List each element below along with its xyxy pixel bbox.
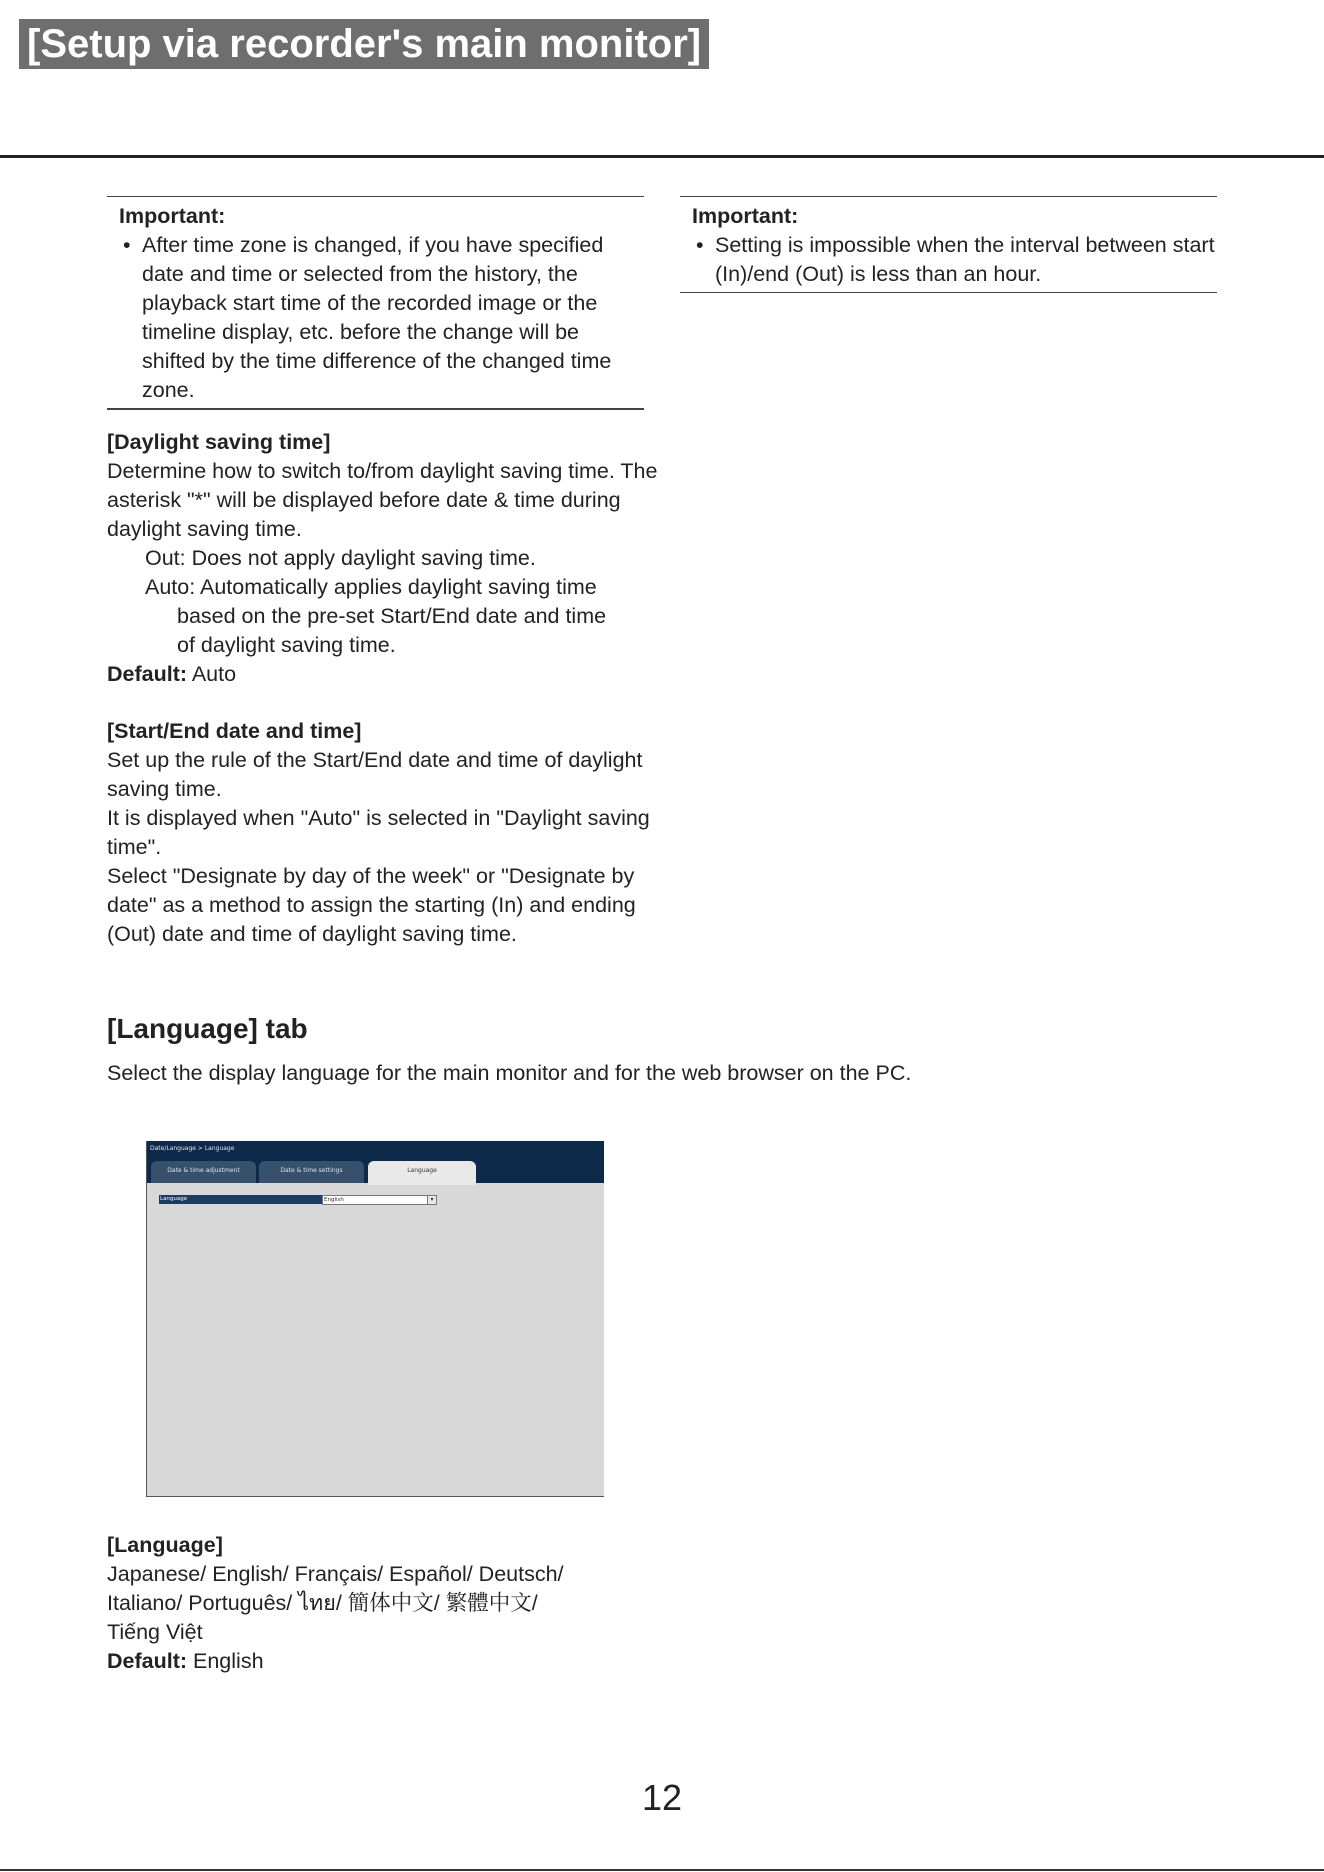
tab-date-time-settings: Date & time settings — [259, 1161, 364, 1183]
important-title: Important: — [692, 204, 799, 228]
breadcrumb: Date/Language > Language — [150, 1145, 235, 1152]
section-paragraph: Set up the rule of the Start/End date and time of daylight saving time. — [107, 748, 643, 801]
language-list-line: Italiano/ Português/ ไทย/ 簡体中文/ 繁體中文/ — [107, 1591, 538, 1615]
option-auto — [107, 573, 667, 660]
footer-divider — [0, 1869, 1324, 1871]
start-end-section — [107, 717, 667, 949]
important-item: • Setting is impossible when the interval between start (In)/end (Out) is less than an hour. — [680, 231, 1217, 289]
language-select-value: English — [324, 1197, 344, 1203]
default-value: Auto — [187, 662, 237, 686]
language-select — [322, 1195, 437, 1205]
important-item: • After time zone is changed, if you have specified date and time or selected from the history, the playback start time of the recorded image or the timeline display, etc. before the change will be shifted by the time difference of the changed time zone. — [107, 231, 644, 405]
option-auto-line: Auto: Automatically applies daylight saving time — [145, 575, 597, 599]
header-divider — [0, 155, 1324, 158]
section-paragraph: It is displayed when "Auto" is selected in "Daylight saving time". — [107, 806, 650, 859]
page-title: [Setup via recorder's main monitor] — [19, 19, 709, 69]
section-paragraph: Select "Designate by day of the week" or "Designate by date" as a method to assign the starting (In) and ending (Out) date and time of daylight saving time. — [107, 864, 636, 946]
settings-screenshot — [146, 1141, 604, 1497]
language-tab-description: Select the display language for the main monitor and for the web browser on the PC. — [107, 1061, 912, 1085]
default-line — [107, 1647, 667, 1676]
option-auto-line: of daylight saving time. — [177, 633, 396, 657]
important-box-left — [107, 196, 644, 410]
section-heading: [Start/End date and time] — [107, 719, 362, 743]
default-label: Default: — [107, 1649, 188, 1673]
language-row-label: Language — [159, 1195, 323, 1204]
language-setting-section — [107, 1531, 667, 1676]
tab-language: Language — [368, 1161, 476, 1185]
language-tab-heading: [Language] tab — [107, 1013, 308, 1044]
default-label: Default: — [107, 662, 188, 686]
option-auto-line: based on the pre-set Start/End date and time — [177, 604, 607, 628]
default-value: English — [187, 1649, 264, 1673]
language-list-line: Japanese/ English/ Français/ Español/ Deutsch/ — [107, 1562, 564, 1586]
important-title: Important: — [119, 204, 226, 228]
section-heading: [Language] — [107, 1533, 223, 1557]
important-box-right — [680, 196, 1217, 293]
option-out: Out: Does not apply daylight saving time. — [145, 546, 536, 570]
section-heading: [Daylight saving time] — [107, 430, 331, 454]
default-line — [107, 660, 667, 689]
tab-date-time-adjustment: Date & time adjustment — [151, 1161, 256, 1183]
page-number: 12 — [641, 1777, 683, 1818]
chevron-down-icon: ▾ — [427, 1196, 436, 1204]
language-list-line: Tiếng Việt — [107, 1620, 203, 1644]
daylight-saving-section — [107, 428, 667, 689]
section-description: Determine how to switch to/from daylight saving time. The asterisk "*" will be displayed before date & time during daylight saving time. — [107, 459, 658, 541]
